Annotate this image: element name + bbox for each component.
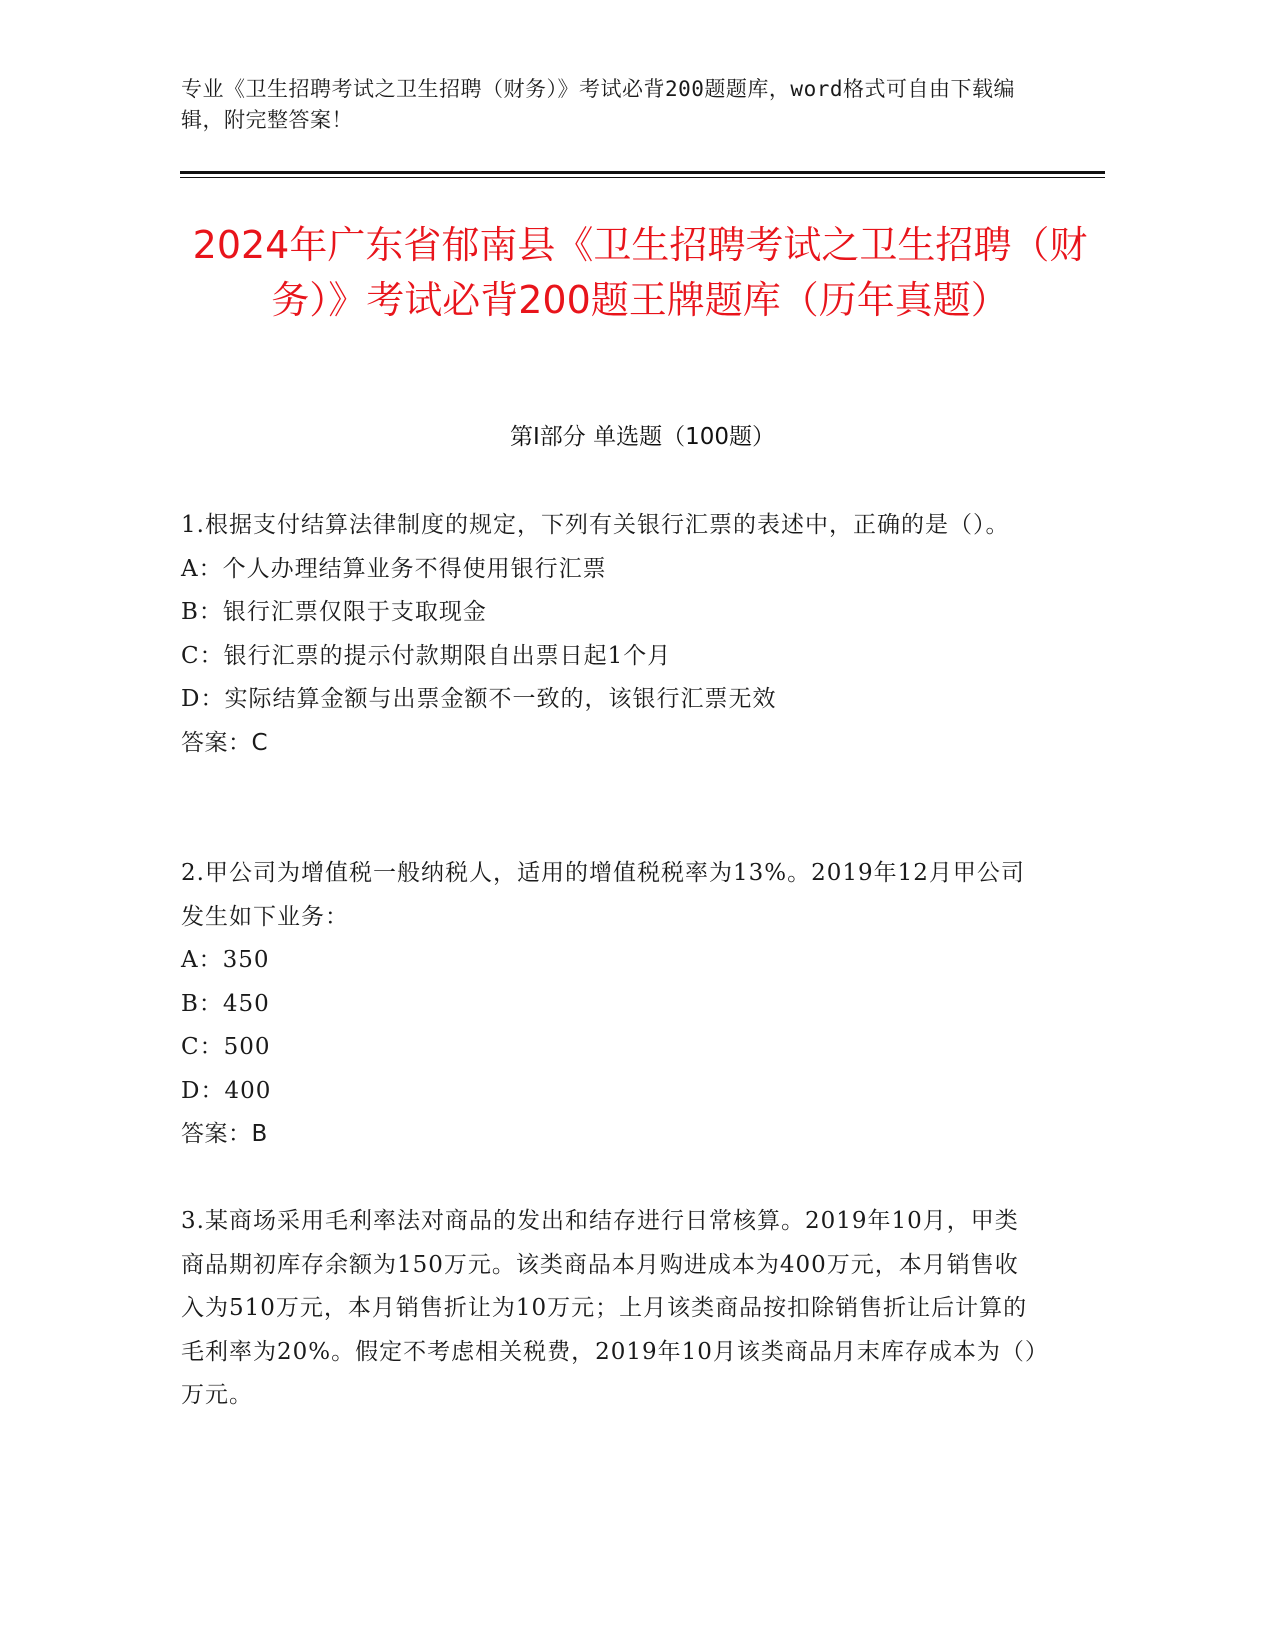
header-divider-thin bbox=[180, 177, 1105, 178]
question-3 bbox=[181, 1200, 1041, 1418]
answer: 答案：C bbox=[181, 729, 269, 756]
question-stem: 1.根据支付结算法律制度的规定，下列有关银行汇票的表述中，正确的是（）。 bbox=[181, 512, 1010, 538]
option-d: D：实际结算金额与出票金额不一致的，该银行汇票无效 bbox=[181, 686, 777, 712]
header-divider-thick bbox=[180, 171, 1105, 174]
option-a: A：350 bbox=[181, 947, 270, 973]
question-stem: 3.某商场采用毛利率法对商品的发出和结存进行日常核算。2019年10月，甲类商品期初库存余额为150万元。该类商品本月购进成本为400万元，本月销售收入为510万元，本月销售折让为10万元；上月该类商品按扣除销售折让后计算的毛利率为20%。假定不考虑相关税费，2019年10月该类商品月末库存成本为（）万元。 bbox=[181, 1208, 1038, 1408]
header-note: 专业《卫生招聘考试之卫生招聘（财务）》考试必背200题题库，word格式可自由下载编辑，附完整答案！ bbox=[181, 77, 1015, 132]
option-b: B：450 bbox=[181, 990, 270, 1017]
document-title: 2024年广东省郁南县《卫生招聘考试之卫生招聘（财务）》考试必背200题王牌题库（历年真题） bbox=[192, 223, 1088, 322]
option-b: B：银行汇票仅限于支取现金 bbox=[181, 599, 487, 625]
option-d: D：400 bbox=[181, 1077, 272, 1104]
answer: 答案：B bbox=[181, 1121, 268, 1147]
option-a: A：个人办理结算业务不得使用银行汇票 bbox=[181, 555, 607, 582]
question-1 bbox=[181, 504, 1041, 765]
section-title: 第I部分 单选题（100题） bbox=[510, 424, 775, 450]
question-stem: 2.甲公司为增值税一般纳税人，适用的增值税税率为13%。2019年12月甲公司发生如下业务： bbox=[181, 860, 1025, 930]
question-2 bbox=[181, 852, 1041, 1157]
option-c: C：500 bbox=[181, 1034, 271, 1060]
option-c: C：银行汇票的提示付款期限自出票日起1个月 bbox=[181, 642, 672, 669]
